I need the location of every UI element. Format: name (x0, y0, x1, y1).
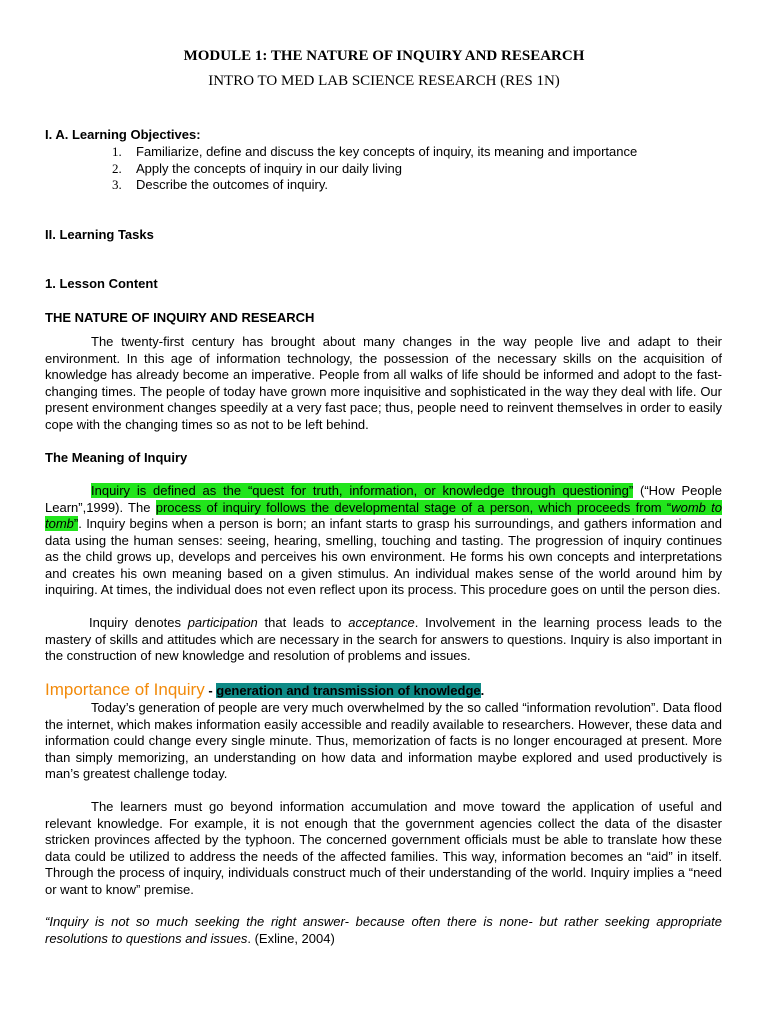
list-item: 3. Describe the outcomes of inquiry. (112, 177, 328, 192)
nature-paragraph: The twenty-first century has brought about many changes in the way people live and adapt to their environment. In this age of information technology, the possession of the necessary skills on the acquisition of knowledge has already become an imperative. People from all walks of life should be informed and adopt to the fast- changing times. The people of today have grown more inquisitive and sophisticated in the way they deal with life. Our present environment changes speedily at a very fast pace; thus, people need to reinvent themselves in order to easily cope with the changing times so as not to be left behind. (45, 334, 722, 432)
process-highlight: process of inquiry follows the developmental stage of a person, which proceeds from “womb to tomb” (45, 499, 722, 531)
definition-highlight: Inquiry is defined as the “quest for truth, information, or knowledge through questioning” (91, 483, 634, 498)
exline-quote: “Inquiry is not so much seeking the right answer- because often there is none- but rather seeking appropriate resolutions to questions and issues. (Exline, 2004) (45, 914, 722, 946)
knowledge-highlight: generation and transmission of knowledge (216, 683, 481, 698)
module-title: MODULE 1: THE NATURE OF INQUIRY AND RESEARCH (183, 48, 585, 64)
meaning-heading: The Meaning of Inquiry (45, 450, 188, 465)
section-heading-nature: THE NATURE OF INQUIRY AND RESEARCH (45, 310, 315, 325)
list-item: 2. Apply the concepts of inquiry in our daily living (112, 160, 402, 176)
meaning-paragraph-1: Inquiry is defined as the “quest for truth, information, or knowledge through questioning” (“How People Learn”,1999). The process of inquiry follows the developmental stage of a person, which proceeds from “womb to tomb”. Inquiry begins when a person is born; an infant starts to grasp his surroundings, and gathers information and data using the human senses: seeing, hearing, smelling, touching and tasting. The progression of inquiry continues as the child grows up, develops and perceives his own environment. He forms his own concepts and interpretations and creates his own meaning based on a given stimulus. An individual makes sense of the world around him by inquiring. At times, the individual does not even reflect upon its process. This procedure goes on until the person dies. (45, 483, 722, 597)
objectives-heading: I. A. Learning Objectives: (45, 127, 201, 142)
list-item: 1. Familiarize, define and discuss the key concepts of inquiry, its meaning and importance (112, 144, 638, 159)
importance-heading-line: Importance of Inquiry - generation and transmission of knowledge. (45, 680, 485, 699)
objectives-list (112, 144, 637, 194)
learning-tasks-heading: II. Learning Tasks (45, 227, 154, 242)
importance-paragraph-2: The learners must go beyond information accumulation and move toward the application of useful and relevant knowledge. For example, it is not enough that the government agencies collect the data of the disaster stricken provinces affected by the typhoon. The concerned government officials must be able to translate how these data could be utilized to address the needs of the affected families. This way, information becomes an “aid” in itself. Through the process of inquiry, individuals construct much of their understanding of the world. Inquiry implies a “need or want to know” premise. (45, 799, 722, 897)
importance-paragraph-1: Today’s generation of people are very much overwhelmed by the so called “information revolution”. Data flood the internet, which makes information easily accessible and readily available to researchers. However, these data and information could change every single minute. Thus, memorization of facts is no longer encouraged at present. More than simply memorizing, an understanding on how data and information maybe explored and used productively is man’s greatest challenge today. (45, 700, 722, 781)
meaning-paragraph-2: Inquiry denotes participation that leads to acceptance. Involvement in the learning process leads to the mastery of skills and attitudes which are necessary in the search for answers to questions. Inquiry is also important in the construction of new knowledge and resolution of problems and issues. (45, 615, 722, 663)
importance-heading: Importance of Inquiry (45, 680, 205, 699)
lesson-content-heading: 1. Lesson Content (45, 276, 158, 291)
course-subtitle: INTRO TO MED LAB SCIENCE RESEARCH (RES 1N) (208, 73, 560, 89)
